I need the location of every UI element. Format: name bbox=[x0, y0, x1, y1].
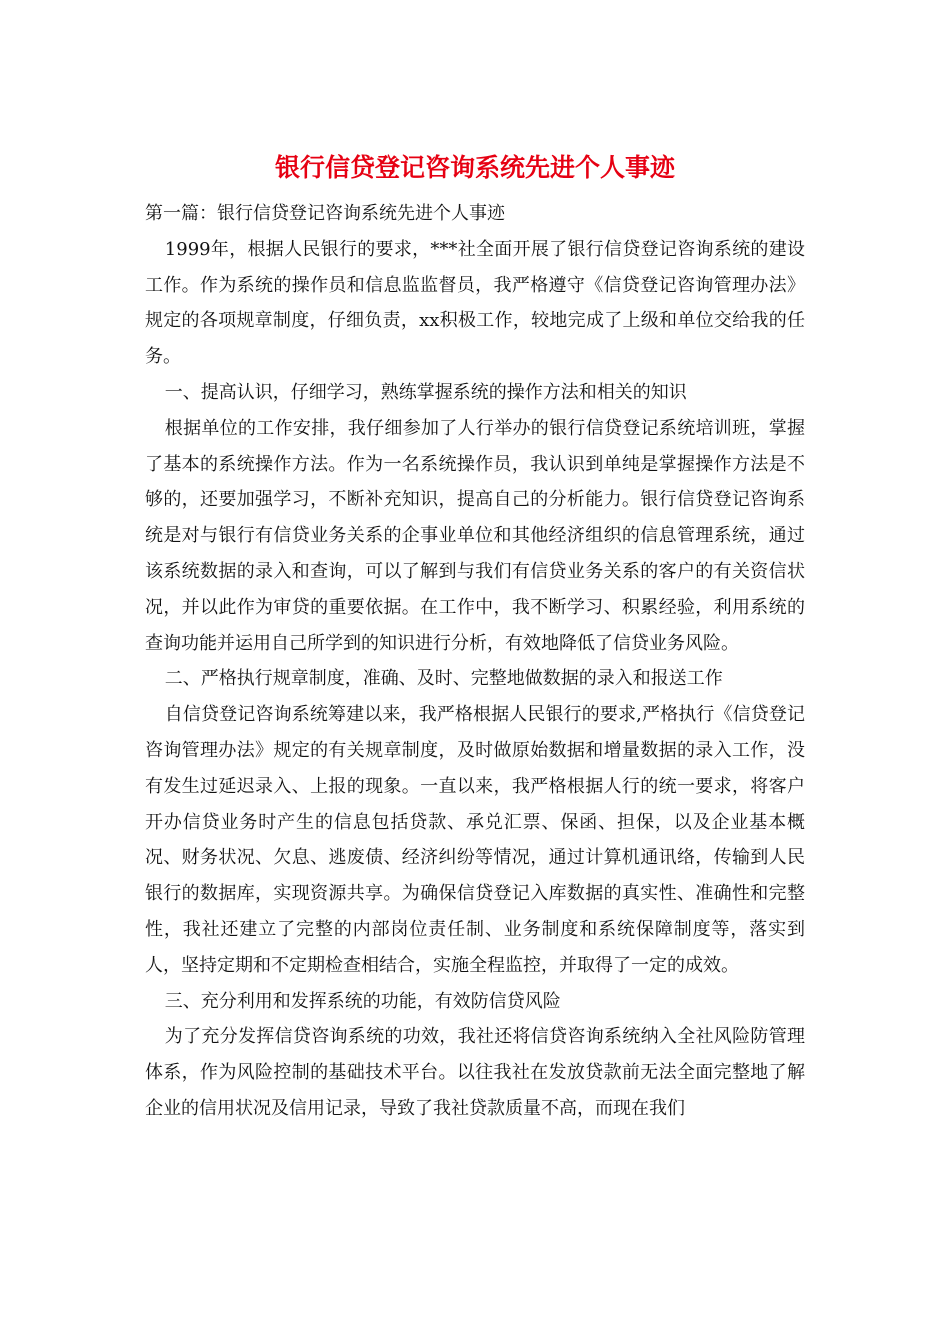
section-heading: 二、严格执行规章制度，准确、及时、完整地做数据的录入和报送工作 bbox=[164, 668, 723, 690]
body-paragraph: 根据单位的工作安排，我仔细参加了人行举办的银行信贷登记系统培训班，掌握了基本的系统操作方法。作为一名系统操作员，我认识到单纯是掌握操作方法是不够的，还要加强学习，不断补充知识，提高自己的分析能力。银行信贷登记咨询系统是对与银行有信贷业务关系的企事业单位和其他经济组织的信息管理系统，通过该系统数据的录入和查询，可以了解到与我们有信贷业务关系的客户的有关资信状况，并以此作为审贷的重要依据。在工作中，我不断学习、积累经验，利用系统的查询功能并运用自己所学到的知识进行分析，有效地降低了信贷业务风险。 bbox=[145, 417, 805, 654]
body-paragraph: 自信贷登记咨询系统筹建以来，我严格根据人民银行的要求,严格执行《信贷登记咨询管理办法》规定的有关规章制度，及时做原始数据和增量数据的录入工作，没有发生过延迟录入、上报的现象。一直以来，我严格根据人行的统一要求，将客户开办信贷业务时产生的信息包括贷款、承兑汇票、保函、担保，以及企业基本概况、财务状况、欠息、逃废债、经济纠纷等情况，通过计算机通讯络，传输到人民银行的数据库，实现资源共享。为确保信贷登记入库数据的真实性、准确性和完整性，我社还建立了完整的内部岗位责任制、业务制度和系统保障制度等，落实到人，坚持定期和不定期检查相结合，实施全程监控，并取得了一定的成效。 bbox=[145, 704, 805, 976]
body-paragraph: 1999年，根据人民银行的要求，***社全面开展了银行信贷登记咨询系统的建设工作。作为系统的操作员和信息监监督员，我严格遵守《信贷登记咨询管理办法》规定的各项规章制度，仔细负责，xx积极工作，较地完成了上级和单位交给我的任务。 bbox=[145, 238, 805, 368]
section-heading: 三、充分利用和发挥系统的功能，有效防信贷风险 bbox=[164, 990, 561, 1012]
document-title: 银行信贷登记咨询系统先进个人事迹 bbox=[274, 153, 675, 182]
body-paragraph: 为了充分发挥信贷咨询系统的功效，我社还将信贷咨询系统纳入全社风险防管理体系，作为风险控制的基础技术平台。以往我社在发放贷款前无法全面完整地了解企业的信用状况及信用记录，导致了我社贷款质量不高，而现在我们 bbox=[145, 1026, 805, 1119]
section-heading: 一、提高认识，仔细学习，熟练掌握系统的操作方法和相关的知识 bbox=[164, 381, 687, 403]
document-subtitle: 第一篇：银行信贷登记咨询系统先进个人事迹 bbox=[145, 203, 505, 224]
document-body bbox=[145, 196, 805, 1127]
